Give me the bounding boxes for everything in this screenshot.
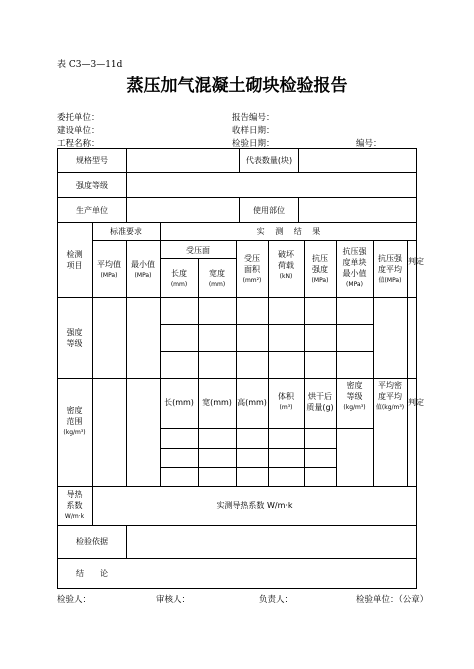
density-grade-label: 密度 等级 (kg/m³) [343,381,366,411]
test-basis-label: 检验依据 [76,537,108,546]
measured-result-label: 实 测 结 果 [256,227,321,236]
pressure-face-label: 受压面 [186,246,210,255]
length-mm-label: 长度 (mm) [170,269,188,288]
serial-no-label: 编号： [356,139,382,149]
rep-quantity-label: 代表数量(块) [245,156,293,165]
client-unit-label: 委托单位： [57,113,100,123]
wid-mm-label: 宽(mm) [202,398,232,407]
test-item-label: 检测 项目 [66,250,83,270]
comp-strength-label: 抗压 强度 (MPa) [311,254,329,284]
inspection-unit-label: 检验单位：（公章） [356,595,429,605]
avg-value-label: 平均值 (MPa) [97,260,121,279]
form-code: 表 C3—3—11d [57,60,123,70]
spec-model-label: 规格型号 [76,156,108,165]
judgement-label: 判定 [408,257,424,266]
responsible-label: 负责人： [259,595,294,605]
report-no-label: 报告编号： [232,113,275,123]
report-title: 蒸压加气混凝土砌块检验报告 [126,76,348,96]
reviewer-label: 审核人： [156,595,191,605]
volume-label: 体积 (m³) [278,392,294,411]
use-location-label: 使用部位 [253,206,285,215]
len-mm-label: 长(mm) [164,398,194,407]
inspector-label: 检验人： [57,595,92,605]
hgt-mm-label: 高(mm) [237,398,267,407]
pressure-area-label: 受压 面积 (mm²) [242,254,262,284]
strength-grade-label: 强度等级 [76,181,108,190]
comp-strength-min-block-label: 抗压强 度单块 最小值 (MPa) [342,247,367,288]
min-value-label: 最小值 (MPa) [131,260,155,279]
construction-unit-label: 建设单位： [57,126,100,136]
strength-grade-row-label: 强度 等级 [66,328,83,348]
project-name-label: 工程名称： [57,139,100,149]
judgement2-label: 判定 [408,398,424,407]
receive-date-label: 收样日期： [232,126,275,136]
density-range-label: 密度 范围 (kg/m³) [63,406,86,436]
dry-mass-label: 烘干后 质量(g) [306,392,334,412]
thermal-label: 导热 系数 W/m·k [64,490,85,520]
standard-req-label: 标准要求 [110,227,142,236]
comp-strength-avg-label: 抗压强 度平均 值(MPa) [378,254,402,284]
measured-thermal-label: 实测导热系数 W/m·k [216,501,293,510]
failure-load-label: 破坏 荷载 (kN) [278,250,294,280]
width-mm-label: 宽度 (mm) [208,269,226,288]
avg-density-label: 平均密 度平均 值(kg/m³) [375,381,405,411]
manufacturer-label: 生产单位 [76,206,108,215]
test-date-label: 检验日期： [232,139,275,149]
conclusion-label: 结 论 [76,569,108,578]
